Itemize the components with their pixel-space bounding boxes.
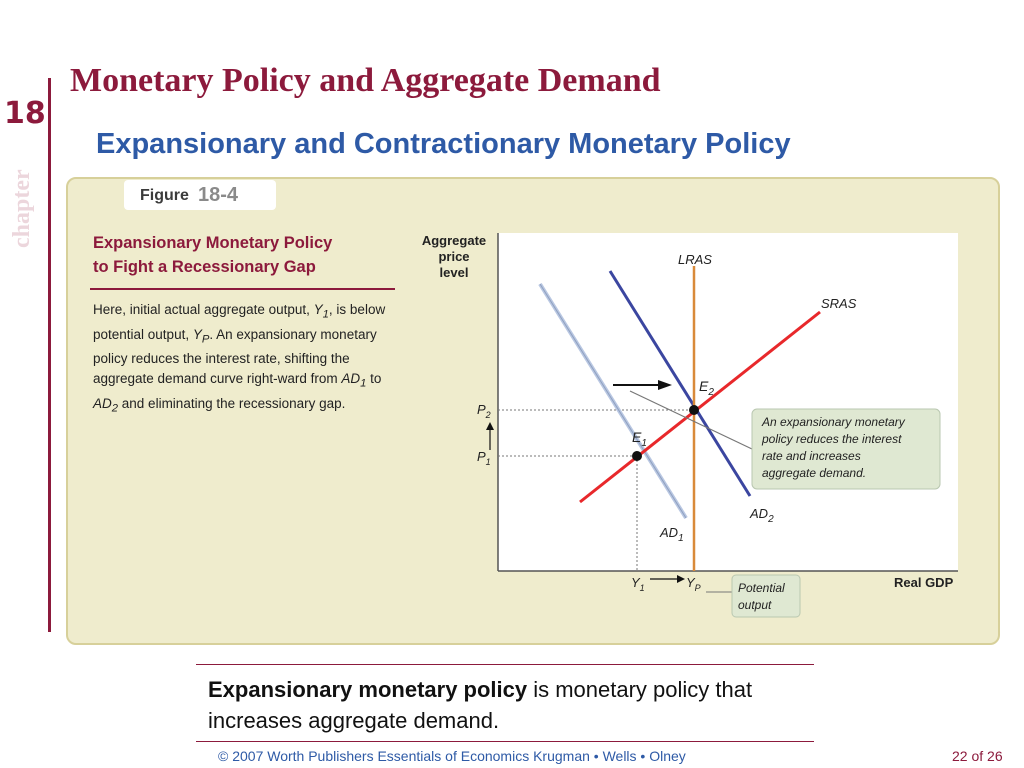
caption-body [93,300,393,419]
figure-label-number: 18-4 [198,184,239,206]
definition-term: Expansionary monetary policy [208,677,528,702]
caption-text-5: and eliminating the recessionary gap. [118,396,346,412]
ad1-label: $AD_1$ [660,525,684,544]
price-rise-arrow-head [486,422,494,430]
y-axis-label-line2: price [438,249,470,264]
definition [208,674,808,736]
definition-rule-top [196,664,814,665]
e2-label: $E_2$ [699,378,714,398]
page-count: 22 of 26 [952,748,1003,764]
caption-title-line1: Expansionary Monetary Policy [93,234,333,252]
callout-line3: rate and increases [762,449,861,463]
footer-credits: © 2007 Worth Publishers Essentials of Economics Krugman • Wells • Olney [218,748,686,764]
callout-line2: policy reduces the interest [762,432,902,446]
figure-label-word: Figure [140,187,189,204]
y-axis-label-line3: level [439,265,469,280]
caption-text-4: to [366,371,382,387]
caption-text-3: . An expansionary monetary policy reduces the interest rate, shifting the aggregate demand curve right-ward from [93,326,377,387]
sras-label: SRAS [821,296,857,311]
caption-ad1: $AD_1$ [341,371,367,391]
e1-point [632,451,642,461]
e1-label: $E_1$ [632,429,647,449]
caption-text-1: Here, initial actual aggregate output, [93,302,314,317]
ad2-label: $AD_2$ [750,506,774,525]
output-rise-arrow-head [677,575,685,583]
callout-line4: aggregate demand. [762,466,867,480]
x-axis-label: Real GDP [894,575,954,590]
potential-line1: Potential [738,581,785,595]
slide-title: Monetary Policy and Aggregate Demand [70,62,661,99]
caption-ad2: $AD_2$ [93,396,119,415]
definition-rule-bottom [196,741,814,742]
caption-text-2: , is below potential output, [93,302,386,342]
callout-line1: An expansionary monetary [762,415,905,429]
yp-label: $Y_P$ [686,575,701,593]
chapter-word [6,136,36,256]
caption-yp: $Y_P$ [192,326,210,346]
potential-line2: output [738,598,772,612]
caption-title-line2: to Fight a Recessionary Gap [93,258,316,276]
caption-title [93,231,393,279]
lras-label: LRAS [678,252,712,267]
chapter-rule [48,78,51,632]
ad-as-diagram [410,228,970,628]
p2-label: $P_2$ [477,402,491,420]
y-axis-label-line1: Aggregate [421,233,487,248]
caption-rule [90,288,395,290]
caption-y1: $Y_1$ [313,302,329,321]
e2-point [689,405,699,415]
y1-label: $Y_1$ [631,575,645,593]
chapter-word-text: chapter [9,169,35,248]
definition-text: is monetary policy that increases aggregate demand. [208,677,753,733]
chapter-number: 18 [4,96,46,131]
p1-label: $P_1$ [477,449,491,467]
slide-subtitle: Expansionary and Contractionary Monetary Policy [96,128,791,160]
plot-area [498,233,958,571]
